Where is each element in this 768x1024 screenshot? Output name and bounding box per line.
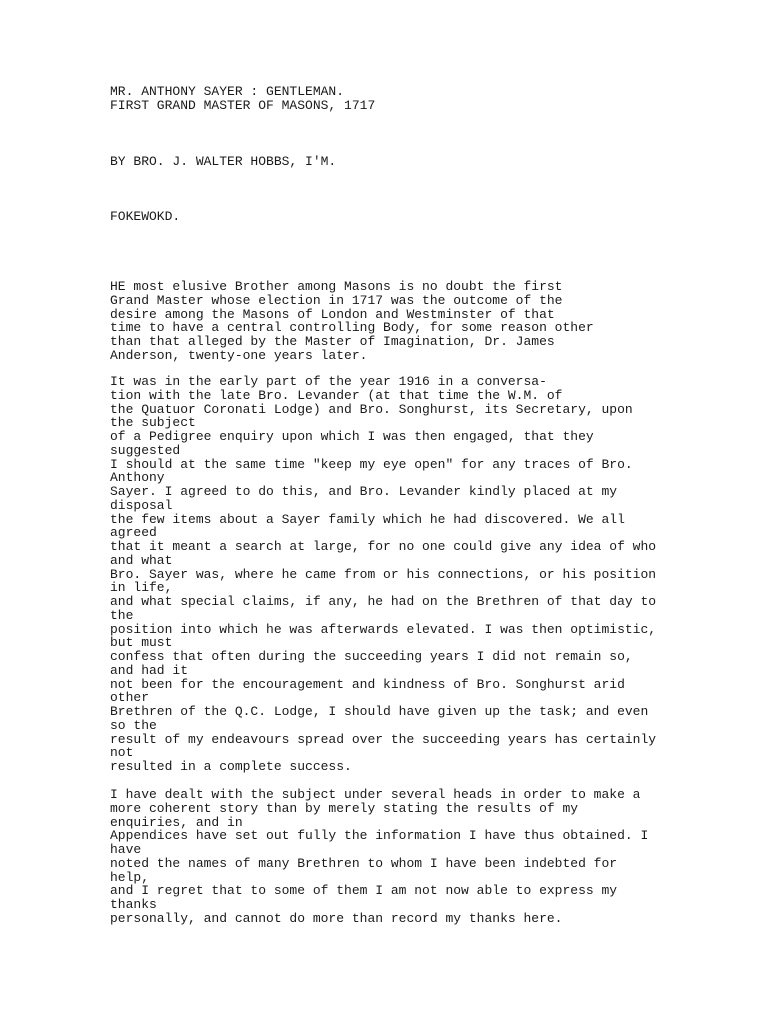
paragraph-line: confess that often during the succeeding years I did not remain so,: [110, 649, 633, 664]
paragraph-line: the Quatuor Coronati Lodge) and Bro. Songhurst, its Secretary, upon: [110, 401, 633, 417]
paragraph-line: Sayer. I agreed to do this, and Bro. Levander kindly placed at my: [110, 484, 618, 499]
paragraph-line: and I regret that to some of them I am not now able to express my: [110, 883, 618, 899]
paragraph-line: not been for the encouragement and kindness of Bro. Songhurst arid: [110, 676, 625, 692]
paragraph-line: I should at the same time "keep my eye open" for any traces of Bro.: [110, 456, 633, 472]
paragraph-3: [110, 788, 648, 926]
paragraph-line: not: [110, 745, 134, 761]
paragraph-line: and what: [110, 552, 173, 568]
byline: BY BRO. J. WALTER HOBBS, I'M.: [110, 154, 337, 169]
section-heading: FOKEWOKD.: [110, 209, 181, 224]
paragraph-line: the few items about a Sayer family which he had discovered. We all: [110, 511, 625, 527]
paragraph-line: position into which he was afterwards elevated. I was then optimistic,: [110, 621, 657, 637]
paragraph-1: [110, 280, 594, 363]
paragraph-line: and had it: [110, 662, 189, 678]
paragraph-line: It was in the early part of the year 1916 in a conversa-: [110, 374, 547, 389]
paragraph-line: so the: [110, 717, 157, 733]
paragraph-2: [110, 375, 656, 774]
paragraph-line: more coherent story than by merely stating the results of my: [110, 800, 579, 816]
paragraph-line: I have dealt with the subject under several heads in order to make a: [110, 787, 641, 802]
paragraph-line: tion with the late Bro. Levander (at that time the W.M. of: [110, 387, 563, 403]
paragraph-line: disposal: [110, 497, 173, 513]
paragraph-line: that it meant a search at large, for no one could give any idea of who: [110, 539, 657, 554]
paragraph-line: the subject: [110, 415, 196, 431]
paragraph-line: enquiries, and in: [110, 814, 243, 830]
paragraph-line: have: [110, 842, 142, 857]
paragraph-line: result of my endeavours spread over the succeeding years has certainly: [110, 731, 657, 747]
title-line-2: FIRST GRAND MASTER OF MASONS, 1717: [110, 98, 376, 113]
paragraph-line: HE most elusive Brother among Masons is no doubt the first: [110, 279, 563, 294]
paragraph-line: noted the names of many Brethren to whom I have been indebted for: [110, 855, 618, 871]
paragraph-line: agreed: [110, 525, 157, 541]
paragraph-line: Anthony: [110, 470, 165, 486]
paragraph-line: Brethren of the Q.C. Lodge, I should have given up the task; and even: [110, 704, 649, 719]
paragraph-line: resulted in a complete success.: [110, 759, 352, 774]
paragraph-line: the: [110, 607, 134, 623]
title-line-1: MR. ANTHONY SAYER : GENTLEMAN.: [110, 84, 345, 99]
paragraph-line: other: [110, 690, 150, 706]
paragraph-line: time to have a central controlling Body, for some reason other: [110, 320, 594, 336]
paragraph-line: and what special claims, if any, he had on the Brethren of that day to: [110, 594, 657, 609]
paragraph-line: but must: [110, 635, 173, 651]
paragraph-line: of a Pedigree enquiry upon which I was then engaged, that they: [110, 429, 594, 444]
paragraph-line: than that alleged by the Master of Imagination, Dr. James: [110, 334, 555, 349]
paragraph-line: help,: [110, 869, 150, 885]
paragraph-line: in life,: [110, 580, 173, 596]
paragraph-line: thanks: [110, 897, 157, 912]
paragraph-line: Grand Master whose election in 1717 was the outcome of the: [110, 292, 563, 308]
paragraph-line: desire among the Masons of London and Westminster of that: [110, 306, 555, 322]
paragraph-line: suggested: [110, 442, 181, 458]
paragraph-line: Appendices have set out fully the information I have thus obtained. I: [110, 828, 649, 844]
paragraph-line: personally, and cannot do more than record my thanks here.: [110, 910, 563, 926]
paragraph-line: Anderson, twenty-one years later.: [110, 347, 368, 363]
paragraph-line: Bro. Sayer was, where he came from or his connections, or his position: [110, 566, 657, 582]
